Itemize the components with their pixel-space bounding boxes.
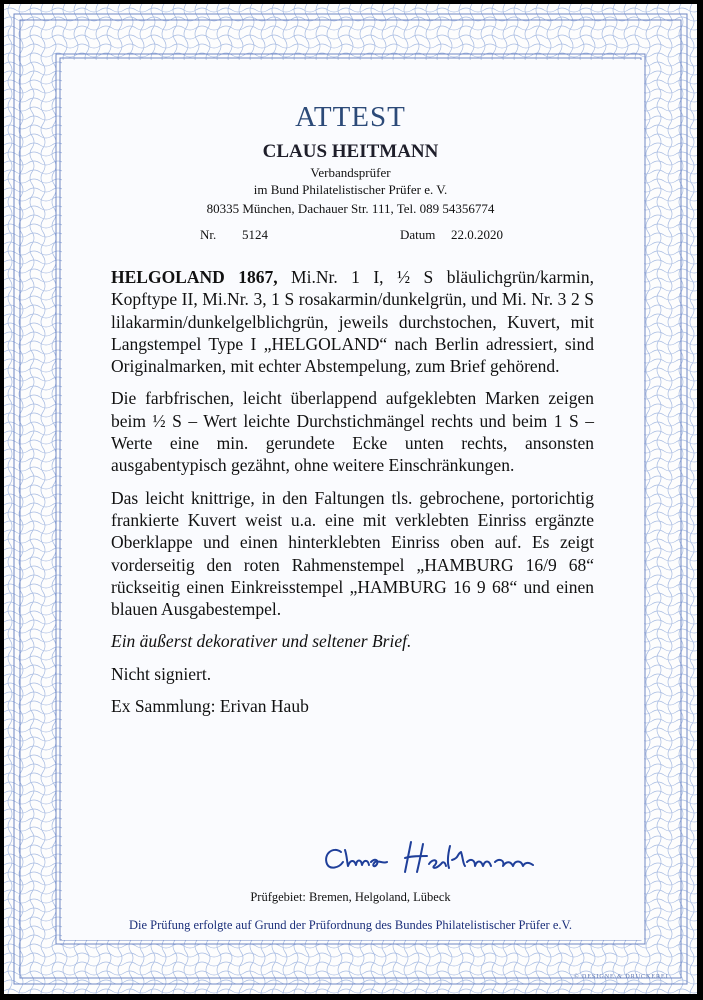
paragraph-description-text: Mi.Nr. 1 I, ½ S bläulichgrün/karmin, Kopftype II, Mi.Nr. 3, 1 S rosakarmin/dunkelgrün, und Mi. Nr. 3 2 S lilakarmin/dunkelgelblichgrün, jeweils durchstochen, Kuvert, mit Langstempel Type I „HELGOLAND“ nach Berlin adressiert, sind Originalmarken, mit echter Abstempelung, zum Brief gehörend.: [111, 267, 594, 377]
paragraph-provenance: Ex Sammlung: Erivan Haub: [111, 696, 309, 717]
paragraph-stamps-condition: Die farbfrischen, leicht überlappend aufgeklebten Marken zeigen beim ½ S – Wert leichte Durchstichmängel rechts und beim 1 S – Werte eine min. gerundete Ecke unten rechts, ansonsten ausgabentypisch gezähnt, ohne weitere Einschränkungen.: [111, 388, 594, 476]
number-value: 5124: [242, 227, 268, 242]
examiner-name: CLAUS HEITMANN: [262, 141, 439, 162]
date-value: 22.0.2020: [451, 227, 503, 242]
paragraph-lead: HELGOLAND 1867,: [111, 267, 278, 287]
number-label: Nr.: [200, 227, 217, 242]
printer-imprint: © DESIGNE & DRUCKEREI: [574, 974, 669, 980]
examiner-role: Verbandsprüfer: [310, 165, 391, 180]
footer-notice: Die Prüfung erfolgte auf Grund der Prüfordnung des Bundes Philatelistischer Prüfer e.V.: [128, 918, 573, 932]
certificate-body: [111, 266, 594, 727]
examiner-address: 80335 München, Dachauer Str. 111, Tel. 089 54356774: [206, 201, 495, 216]
examination-area: [4, 890, 697, 905]
examination-area-value: Bremen, Helgoland, Lübeck: [309, 890, 451, 904]
paragraph-description: [111, 266, 594, 377]
paragraph-summary: Ein äußerst dekorativer und seltener Brief.: [111, 631, 412, 652]
date-label: Datum: [400, 227, 436, 242]
examination-area-label: Prüfgebiet:: [250, 890, 306, 904]
signature-icon: [319, 832, 569, 880]
certificate-sheet: [4, 4, 697, 994]
certificate-title: ATTEST: [295, 101, 406, 133]
paragraph-signed-status: Nicht signiert.: [111, 663, 212, 684]
paragraph-cover-condition: Das leicht knittrige, in den Faltungen tls. gebrochene, portorichtig frankierte Kuvert weist u.a. eine mit verklebten Einriss ergänzte Oberklappe und einen hinterklebten Einriss oben auf. Es zeigt vorderseitig den roten Rahmenstempel „HAMBURG 16/9 68“ rückseitig einen Einkreisstempel „HAMBURG 16 9 68“ und einen blauen Ausgabestempel.: [111, 487, 594, 620]
examiner-association: im Bund Philatelistischer Prüfer e. V.: [253, 182, 448, 197]
